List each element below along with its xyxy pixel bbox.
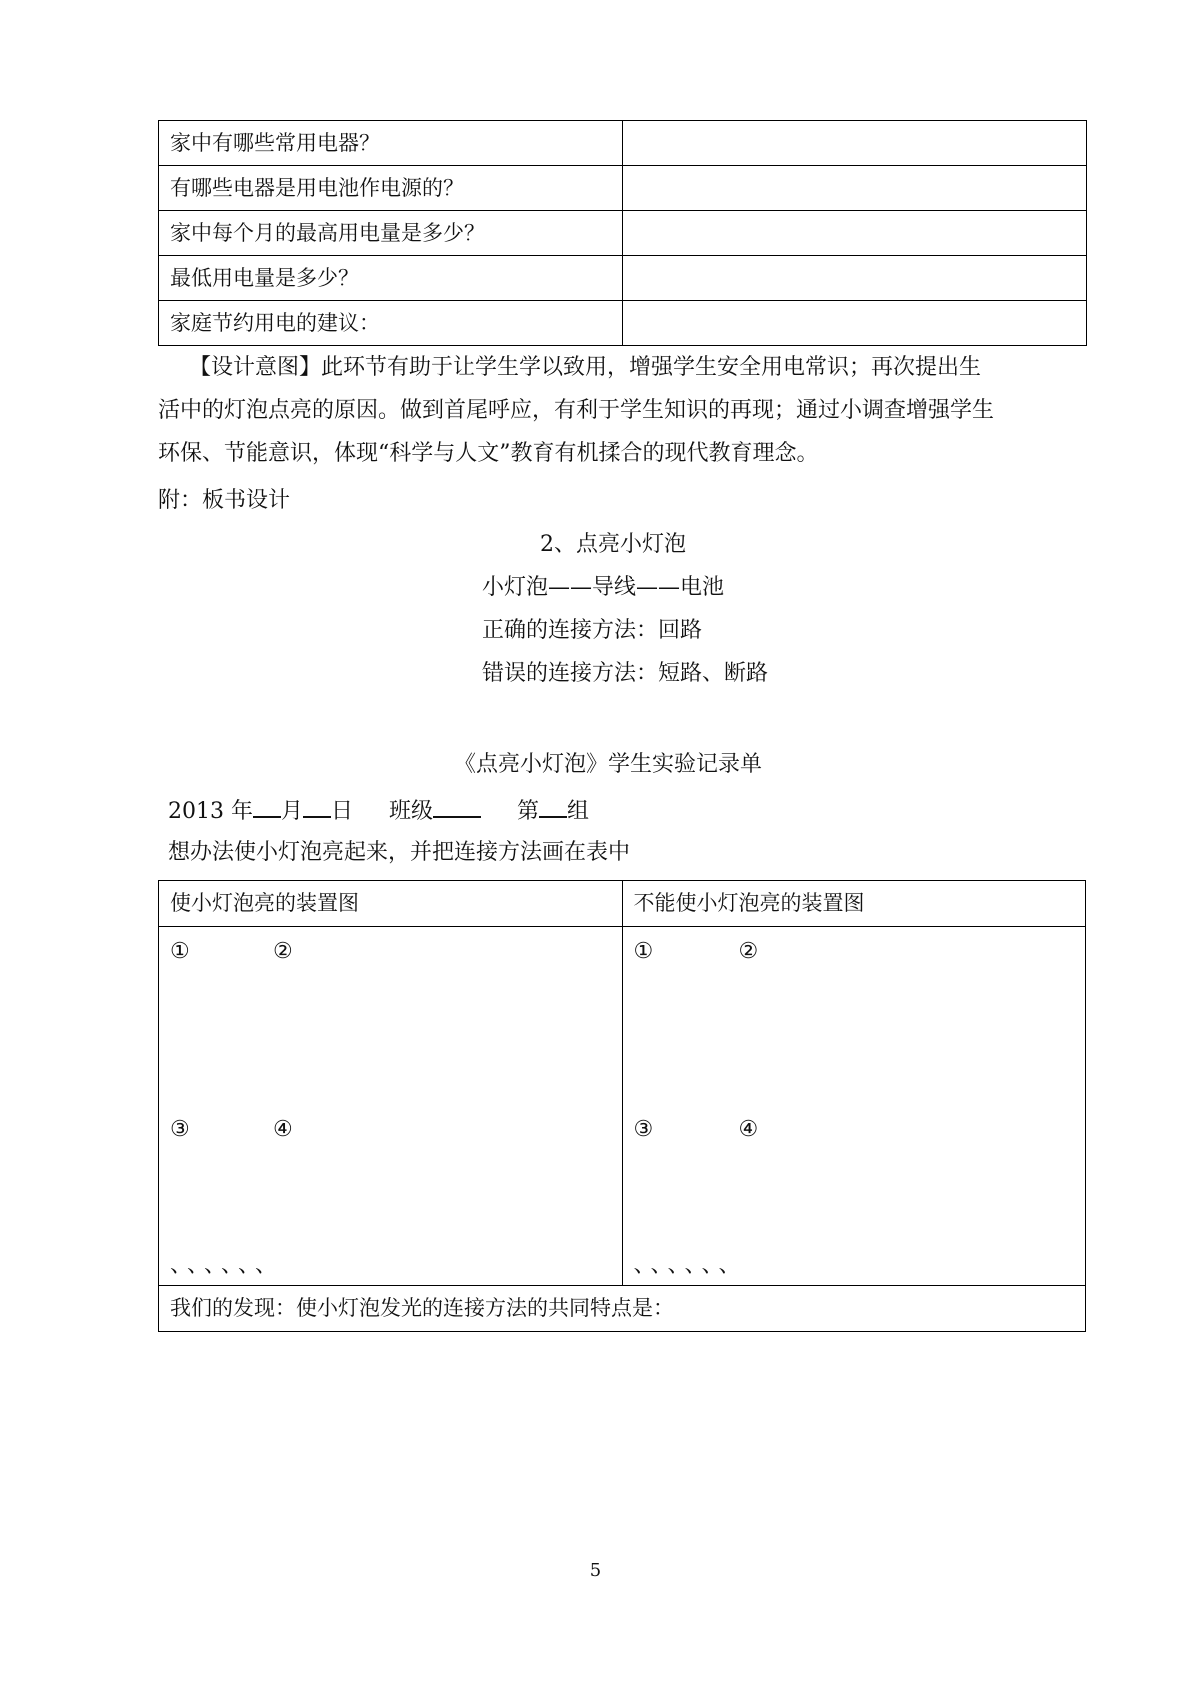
date-day: 日 (331, 799, 354, 824)
table-row (159, 1286, 1086, 1332)
table-row (159, 256, 1087, 301)
date-month: 月 (280, 799, 303, 824)
design-intent-line: 【设计意图】此环节有助于让学生学以致用，增强学生安全用电常识；再次提出生 (189, 355, 982, 380)
board-line: 小灯泡——导线——电池 (482, 575, 725, 600)
date-year: 2013 年 (168, 799, 253, 824)
appendix-label: 附：板书设计 (158, 488, 291, 513)
drawing-area-lit[interactable] (159, 927, 623, 1286)
table-row (159, 927, 1086, 1286)
table-row (159, 301, 1087, 346)
drawing-area-unlit[interactable] (622, 927, 1086, 1286)
survey-question: 有哪些电器是用电池作电源的？ (159, 166, 623, 211)
ellipsis-marks: 、、、、、、 (633, 1253, 747, 1278)
group-suffix: 组 (567, 799, 590, 824)
survey-question: 家中每个月的最高用电量是多少？ (159, 211, 623, 256)
page-number: 5 (589, 1560, 602, 1581)
record-sheet-title: 《点亮小灯泡》学生实验记录单 (454, 752, 763, 777)
circled-number: ① (633, 939, 654, 964)
design-intent-line: 环保、节能意识，体现“科学与人文”教育有机揉合的现代教育理念。 (158, 441, 819, 466)
board-title: 2、点亮小灯泡 (540, 532, 686, 557)
circled-number: ② (738, 939, 759, 964)
experiment-record-table (158, 880, 1086, 1332)
circled-number: ③ (633, 1117, 654, 1142)
circled-number: ① (170, 939, 190, 964)
circled-number: ④ (738, 1117, 759, 1142)
table-row (159, 166, 1087, 211)
month-blank[interactable] (253, 794, 281, 818)
record-sheet-date-line (168, 794, 589, 827)
day-blank[interactable] (303, 794, 331, 818)
board-line: 错误的连接方法：短路、断路 (482, 661, 769, 686)
survey-answer-cell[interactable] (623, 301, 1087, 346)
circled-number: ④ (273, 1117, 293, 1142)
table-row (159, 881, 1086, 927)
household-survey-table (158, 120, 1087, 346)
class-label: 班级 (389, 799, 434, 824)
ellipsis-marks: 、、、、、、 (170, 1253, 284, 1278)
table-row (159, 211, 1087, 256)
survey-answer-cell[interactable] (623, 211, 1087, 256)
group-prefix: 第 (517, 799, 540, 824)
survey-question: 家庭节约用电的建议： (159, 301, 623, 346)
column-header-lit: 使小灯泡亮的装置图 (159, 881, 623, 927)
table-row (159, 121, 1087, 166)
survey-answer-cell[interactable] (623, 121, 1087, 166)
group-blank[interactable] (539, 794, 567, 818)
design-intent-paragraph (158, 346, 1086, 475)
survey-answer-cell[interactable] (623, 166, 1087, 211)
survey-question: 最低用电量是多少？ (159, 256, 623, 301)
board-line: 正确的连接方法：回路 (482, 618, 703, 643)
survey-question: 家中有哪些常用电器？ (159, 121, 623, 166)
survey-answer-cell[interactable] (623, 256, 1087, 301)
class-blank[interactable] (433, 794, 481, 818)
instruction-text: 想办法使小灯泡亮起来，并把连接方法画在表中 (168, 840, 631, 865)
circled-number: ② (273, 939, 293, 964)
column-header-unlit: 不能使小灯泡亮的装置图 (622, 881, 1086, 927)
findings-cell[interactable]: 我们的发现：使小灯泡发光的连接方法的共同特点是： (159, 1286, 1086, 1332)
design-intent-line: 活中的灯泡点亮的原因。做到首尾呼应，有利于学生知识的再现；通过小调查增强学生 (158, 398, 995, 423)
circled-number: ③ (170, 1117, 190, 1142)
